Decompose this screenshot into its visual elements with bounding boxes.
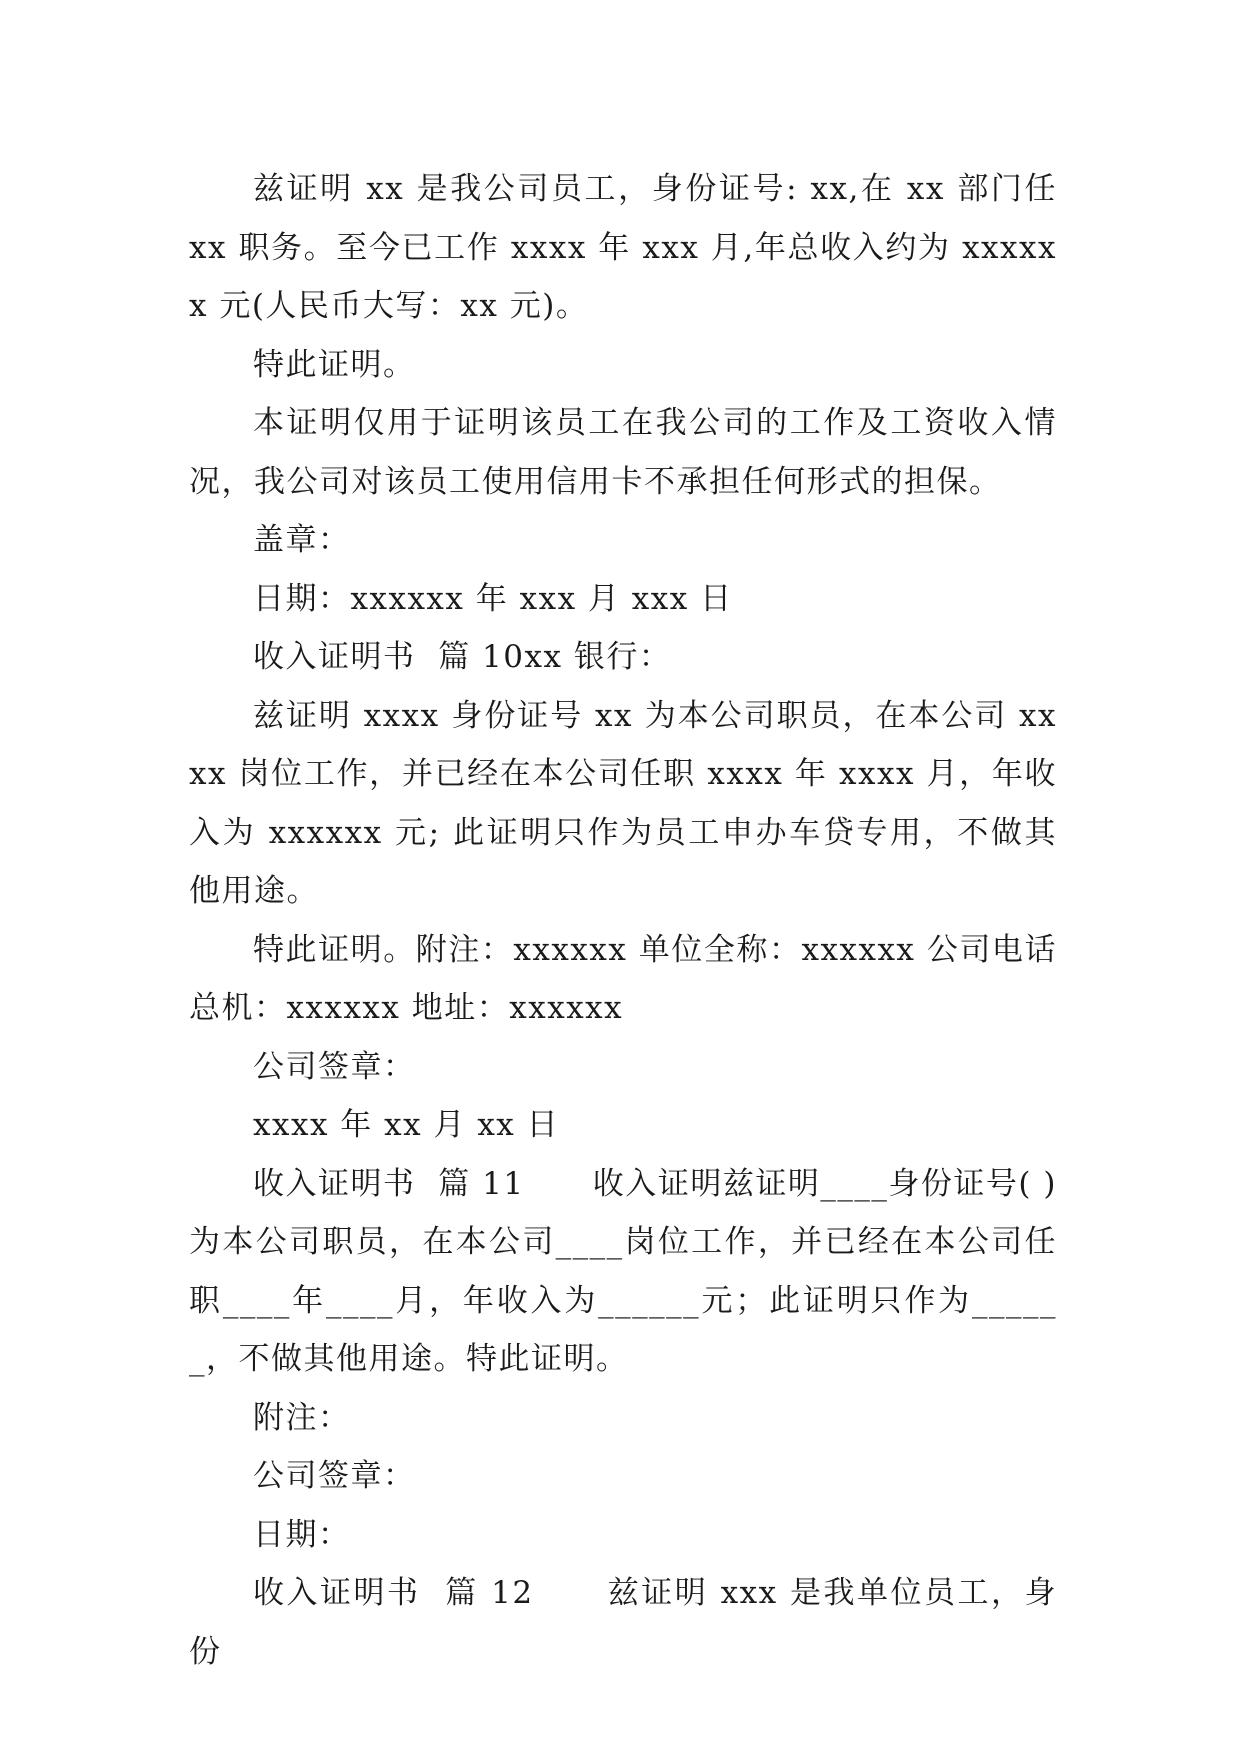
section-heading-11: 收入证明书 篇 11 收入证明兹证明____身份证号( )为本公司职员，在本公司____岗位工作，并已经在本公司任职____年____月，年收入为______元；此证明只作为______，不做其他用途。特此证明。 [189,1165,1057,1377]
paragraph-usage-disclaimer: 本证明仅用于证明该员工在我公司的工作及工资收入情况，我公司对该员工使用信用卡不承担任何形式的担保。 [189,405,1057,500]
section-heading-10: 收入证明书 篇 10xx 银行： [253,639,672,675]
paragraph-certification-1: 兹证明 xx 是我公司员工，身份证号: xx,在 xx 部门任 xx 职务。至今已工作 xxxx 年 xxx 月,年总收入约为 xxxxxx 元(人民币大写：xx 元)。 [189,171,1069,324]
paragraph-hereby-certify-10: 特此证明。附注：xxxxxx 单位全称：xxxxxx 公司电话总机：xxxxxx 地址：xxxxxx [189,931,1057,1026]
paragraph-company-seal-10: 公司签章： [253,1048,416,1085]
section-heading-12: 收入证明书 篇 12 兹证明 xxx 是我单位员工，身份 [189,1575,1057,1670]
paragraph-date-1: 日期：xxxxxx 年 xxx 月 xxx 日 [253,580,733,617]
paragraph-certification-10: 兹证明 xxxx 身份证号 xx 为本公司职员，在本公司 xxxx 岗位工作，并已经在本公司任职 xxxx 年 xxxx 月，年收入为 xxxxxx 元; 此证明只作为员工申办车贷专用，不做其他用途。 [189,697,1057,909]
paragraph-note-11: 附注： [253,1399,351,1436]
paragraph-hereby-certify-1: 特此证明。 [253,346,416,383]
document-body [189,160,1069,1681]
paragraph-date-10: xxxx 年 xx 月 xx 日 [253,1107,560,1143]
paragraph-company-seal-11: 公司签章： [253,1458,416,1494]
paragraph-date-11: 日期： [253,1516,351,1553]
paragraph-seal-1: 盖章： [253,522,351,558]
